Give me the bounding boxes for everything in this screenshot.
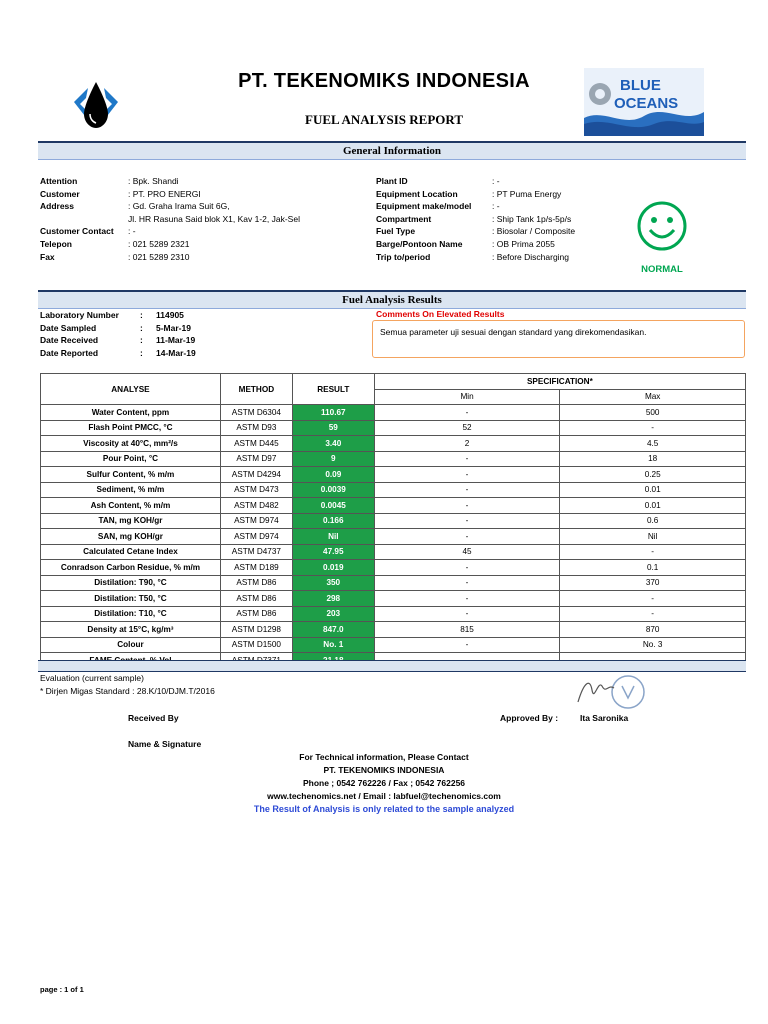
comments-title: Comments On Elevated Results	[376, 309, 505, 319]
cell-method: ASTM D97	[220, 451, 292, 467]
smiley-icon	[636, 200, 688, 252]
cell-analyse: Colour	[41, 637, 221, 653]
cell-max: 18	[560, 451, 746, 467]
info-value: : Before Discharging	[492, 251, 570, 262]
cell-analyse: SAN, mg KOH/gr	[41, 529, 221, 545]
cell-analyse: Viscosity at 40°C, mm²/s	[41, 436, 221, 452]
cell-min: -	[374, 451, 560, 467]
lab-info-colon: :	[140, 347, 143, 358]
info-value: : OB Prima 2055	[492, 238, 555, 249]
cell-min: -	[374, 498, 560, 514]
cell-method: ASTM D1500	[220, 637, 292, 653]
cell-method: ASTM D86	[220, 591, 292, 607]
info-value: : Gd. Graha Irama Suit 6G,	[128, 201, 230, 212]
table-row	[41, 482, 746, 498]
table-row	[41, 622, 746, 638]
info-value: Jl. HR Rasuna Said blok X1, Kav 1-2, Jak-Sel	[128, 213, 300, 224]
contact-line-3: Phone ; 0542 762226 / Fax ; 0542 762256	[302, 778, 466, 788]
cell-method: ASTM D482	[220, 498, 292, 514]
cell-min: -	[374, 637, 560, 653]
lab-info-label: Date Received	[40, 335, 99, 345]
lab-info-row	[40, 309, 196, 322]
cell-analyse: TAN, mg KOH/gr	[41, 513, 221, 529]
cell-min: -	[374, 482, 560, 498]
header-result: RESULT	[292, 374, 374, 405]
cell-max: 0.1	[560, 560, 746, 576]
cell-min: -	[374, 513, 560, 529]
info-row	[40, 238, 300, 251]
info-label: Barge/Pontoon Name	[376, 238, 463, 249]
cell-method: ASTM D6304	[220, 405, 292, 421]
info-label: Customer Contact	[40, 226, 114, 237]
cell-max: 500	[560, 405, 746, 421]
info-value: : -	[128, 226, 136, 237]
cell-max: Nil	[560, 529, 746, 545]
info-row	[376, 225, 575, 238]
analysis-note: The Result of Analysis is only related to the sample analyzed	[253, 804, 515, 814]
info-row	[40, 175, 300, 188]
table-row	[41, 451, 746, 467]
lab-info-row	[40, 347, 196, 360]
cell-analyse: Density at 15°C, kg/m³	[41, 622, 221, 638]
cell-max: 0.25	[560, 467, 746, 483]
lab-info-value: 114905	[156, 310, 184, 320]
cell-method: ASTM D974	[220, 513, 292, 529]
cell-min: -	[374, 606, 560, 622]
received-by-label: Received By	[128, 713, 179, 723]
header-specification: SPECIFICATION*	[374, 374, 745, 390]
lab-info-colon: :	[140, 335, 143, 345]
cell-max: 370	[560, 575, 746, 591]
cell-result: 847.0	[292, 622, 374, 638]
cell-max: 4.5	[560, 436, 746, 452]
cell-method: ASTM D4294	[220, 467, 292, 483]
cell-method: ASTM D86	[220, 575, 292, 591]
lab-info-colon: :	[140, 310, 143, 320]
results-table	[40, 373, 746, 669]
cell-method: ASTM D4737	[220, 544, 292, 560]
cell-analyse: Distilation: T90, °C	[41, 575, 221, 591]
cell-analyse: Conradson Carbon Residue, % m/m	[41, 560, 221, 576]
cell-result: 3.40	[292, 436, 374, 452]
info-value: : PT. PRO ENERGI	[128, 188, 201, 199]
table-row	[41, 420, 746, 436]
status-label: NORMAL	[641, 264, 683, 275]
partner-logo	[584, 68, 704, 136]
cell-min: -	[374, 529, 560, 545]
cell-result: 298	[292, 591, 374, 607]
info-row	[40, 213, 300, 226]
fuel-results-bar: Fuel Analysis Results	[38, 290, 746, 309]
table-row	[41, 544, 746, 560]
lab-info-label: Laboratory Number	[40, 310, 119, 320]
info-row	[376, 175, 575, 188]
cell-analyse: Sulfur Content, % m/m	[41, 467, 221, 483]
table-row	[41, 575, 746, 591]
info-label: Attention	[40, 176, 78, 186]
cell-analyse: Sediment, % m/m	[41, 482, 221, 498]
contact-line-4[interactable]: www.techenomics.net / Email : labfuel@techenomics.com	[267, 791, 501, 801]
info-label	[40, 213, 128, 226]
standard-note: * Dirjen Migas Standard : 28.K/10/DJM.T/2016	[40, 686, 215, 696]
cell-min: 2	[374, 436, 560, 452]
lab-info-row	[40, 322, 196, 335]
cell-method: ASTM D473	[220, 482, 292, 498]
cell-min: 52	[374, 420, 560, 436]
cell-method: ASTM D974	[220, 529, 292, 545]
company-name: PT. TEKENOMIKS INDONESIA	[238, 70, 530, 92]
cell-max: -	[560, 544, 746, 560]
info-row	[40, 251, 300, 264]
cell-result: 47.95	[292, 544, 374, 560]
info-label: Trip to/period	[376, 251, 431, 262]
cell-result: Nil	[292, 529, 374, 545]
info-value: : Bpk. Shandi	[128, 176, 179, 186]
cell-method: ASTM D86	[220, 606, 292, 622]
cell-min: -	[374, 575, 560, 591]
cell-min: 45	[374, 544, 560, 560]
report-title: FUEL ANALYSIS REPORT	[305, 112, 463, 127]
info-label: Equipment Location	[376, 188, 458, 199]
info-value: : 021 5289 2321	[128, 238, 190, 249]
cell-min: -	[374, 467, 560, 483]
signature-stamp-icon	[572, 672, 648, 712]
approver-name: Ita Saronika	[580, 713, 629, 723]
cell-result: 110.67	[292, 405, 374, 421]
cell-result: 9	[292, 451, 374, 467]
cell-result: 0.019	[292, 560, 374, 576]
info-row	[376, 200, 575, 213]
table-row	[41, 513, 746, 529]
cell-min: -	[374, 405, 560, 421]
cell-max: -	[560, 606, 746, 622]
cell-min: 815	[374, 622, 560, 638]
table-row	[41, 637, 746, 653]
cell-analyse: Calculated Cetane Index	[41, 544, 221, 560]
cell-result: 0.166	[292, 513, 374, 529]
lab-info-row	[40, 334, 196, 347]
table-row	[41, 498, 746, 514]
info-value: : Ship Tank 1p/s-5p/s	[492, 213, 572, 224]
cell-min: -	[374, 560, 560, 576]
cell-min: -	[374, 591, 560, 607]
general-info-right	[376, 175, 575, 263]
cell-result: 59	[292, 420, 374, 436]
cell-method: ASTM D445	[220, 436, 292, 452]
lab-info	[40, 309, 196, 359]
cell-method: ASTM D1298	[220, 622, 292, 638]
table-row	[41, 606, 746, 622]
cell-method: ASTM D189	[220, 560, 292, 576]
lab-info-colon: :	[140, 322, 143, 333]
cell-method: ASTM D93	[220, 420, 292, 436]
info-label: Compartment	[376, 213, 432, 224]
contact-line-1: For Technical information, Please Contact	[299, 752, 469, 762]
info-label: Fuel Type	[376, 226, 416, 237]
info-label: Fax	[40, 251, 55, 262]
cell-max: -	[560, 591, 746, 607]
table-row	[41, 436, 746, 452]
cell-result: 0.0045	[292, 498, 374, 514]
cell-max: 870	[560, 622, 746, 638]
table-row	[41, 529, 746, 545]
cell-result: No. 1	[292, 637, 374, 653]
table-row	[41, 467, 746, 483]
info-row	[40, 225, 300, 238]
cell-analyse: Distilation: T50, °C	[41, 591, 221, 607]
table-row	[41, 560, 746, 576]
results-bottom-bar	[38, 660, 746, 672]
info-label: Telepon	[40, 238, 72, 249]
page-number: page : 1 of 1	[40, 985, 84, 994]
cell-analyse: Flash Point PMCC, °C	[41, 420, 221, 436]
general-info-bar: General Information	[38, 141, 746, 160]
info-row	[376, 213, 575, 226]
lab-info-value: 5-Mar-19	[156, 322, 191, 333]
name-signature-label: Name & Signature	[128, 739, 202, 749]
lab-info-label: Date Sampled	[40, 322, 97, 333]
cell-analyse: Pour Point, °C	[41, 451, 221, 467]
partner-logo-line2: OCEANS	[614, 95, 679, 112]
table-row	[41, 591, 746, 607]
partner-logo-line1: BLUE	[620, 77, 661, 94]
cell-max: -	[560, 420, 746, 436]
cell-max: 0.01	[560, 482, 746, 498]
header-max: Max	[560, 389, 746, 405]
cell-max: No. 3	[560, 637, 746, 653]
cell-result: 203	[292, 606, 374, 622]
evaluation-label: Evaluation (current sample)	[40, 673, 144, 683]
lab-info-value: 14-Mar-19	[156, 347, 196, 358]
info-label: Plant ID	[376, 176, 408, 186]
cell-analyse: Distilation: T10, °C	[41, 606, 221, 622]
info-row	[376, 251, 575, 264]
header-min: Min	[374, 389, 560, 405]
lab-info-value: 11-Mar-19	[156, 335, 196, 345]
table-row	[41, 405, 746, 421]
general-info-left	[40, 175, 300, 263]
cell-max: 0.01	[560, 498, 746, 514]
info-row	[376, 238, 575, 251]
header-analyse: ANALYSE	[41, 374, 221, 405]
cell-analyse: Ash Content, % m/m	[41, 498, 221, 514]
info-row	[376, 188, 575, 201]
cell-result: 0.09	[292, 467, 374, 483]
info-label: Address	[40, 201, 75, 212]
comments-text: Semua parameter uji sesuai dengan standard yang direkomendasikan.	[380, 327, 647, 337]
lab-info-label: Date Reported	[40, 347, 99, 358]
info-value: : -	[492, 176, 500, 186]
info-label: Equipment make/model	[376, 201, 472, 212]
info-row	[40, 200, 300, 213]
info-value: : 021 5289 2310	[128, 251, 190, 262]
cell-max: 0.6	[560, 513, 746, 529]
approved-by-label: Approved By :	[500, 713, 559, 723]
info-value: : Biosolar / Composite	[492, 226, 576, 237]
info-label: Customer	[40, 188, 80, 199]
contact-line-2: PT. TEKENOMIKS INDONESIA	[323, 765, 445, 775]
comments-box	[372, 320, 745, 358]
cell-result: 350	[292, 575, 374, 591]
header-method: METHOD	[220, 374, 292, 405]
cell-analyse: Water Content, ppm	[41, 405, 221, 421]
info-row	[40, 188, 300, 201]
info-value: : PT Puma Energy	[492, 188, 562, 199]
cell-result: 0.0039	[292, 482, 374, 498]
info-value: : -	[492, 201, 500, 212]
